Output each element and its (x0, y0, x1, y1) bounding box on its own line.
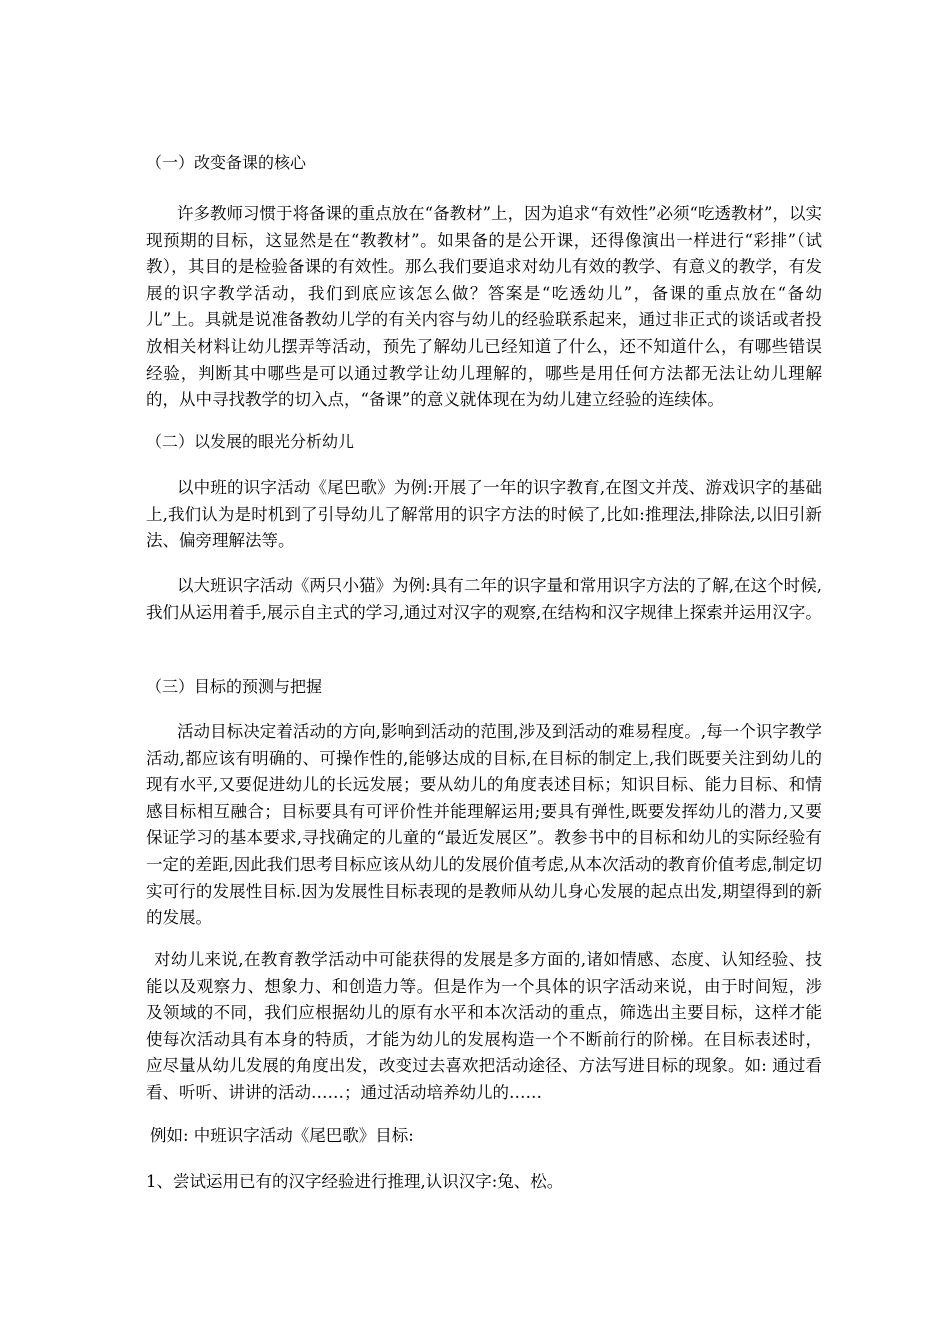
section-2-paragraph-1: 以中班的识字活动《尾巴歌》为例:开展了一年的识字教育,在图文并茂、游戏识字的基础上,我们认为是时机到了引导幼儿了解常用的识字方法的时候了,比如:推理法,排除法,以旧引新法、偏旁理解法等。 (146, 478, 822, 551)
example-intro: 例如: 中班识字活动《尾巴歌》目标: (150, 1126, 414, 1145)
section-3-paragraph-2: 对幼儿来说,在教育教学活动中可能获得的发展是多方面的,诸如情感、态度、认知经验、技能以及观察力、想象力、和创造力等。但是作为一个具体的识字活动来说，由于时间短，涉及领域的不同，我们应根据幼儿的原有水平和本次活动的重点，筛选出主要目标，这样才能使每次活动具有本身的特质，才能为幼儿的发展构造一个不断前行的阶梯。在目标表述时，应尽量从幼儿发展的角度出发，改变过去喜欢把活动途径、方法写进目标的现象。如: 通过看看、听听、讲讲的活动……；通过活动培养幼儿的…… (146, 950, 822, 1102)
section-heading-3: （三）目标的预测与把握 (146, 677, 323, 696)
example-item-1: 1、尝试运用已有的汉字经验进行推理,认识汉字:兔、松。 (146, 1172, 564, 1191)
section-1-paragraph-1: 许多教师习惯于将备课的重点放在“备教材”上，因为追求“有效性”必须“吃透教材”，以实现预期的目标，这显然是在“教教材”。如果备的是公开课，还得像演出一样进行“彩排”（试教），其目的是检验备课的有效性。那么我们要追求对幼儿有效的教学、有意义的教学，有发展的识字教学活动，我们到底应该怎么做？答案是“吃透幼儿”，备课的重点放在“备幼儿”上。具就是说准备教幼儿学的有关内容与幼儿的经验联系起来，通过非正式的谈话或者投放相关材料让幼儿摆弄等活动，预先了解幼儿已经知道了什么，还不知道什么，有哪些错误经验，判断其中哪些是可以通过教学让幼儿理解的，哪些是用任何方法都无法让幼儿理解的，从中寻找教学的切入点，“备课”的意义就体现在为幼儿建立经验的连续体。 (146, 204, 822, 410)
section-heading-2: （二）以发展的眼光分析幼儿 (146, 432, 355, 451)
section-3-paragraph-1: 活动目标决定着活动的方向,影响到活动的范围,涉及到活动的难易程度。,每一个识字教学活动,都应该有明确的、可操作性的,能够达成的目标,在目标的制定上,我们既要关注到幼儿的现有水平,又要促进幼儿的长远发展；要从幼儿的角度表述目标；知识目标、能力目标、和情感目标相互融合；目标要具有可评价性并能理解运用;要具有弹性,既要发挥幼儿的潜力,又要保证学习的基本要求,寻找确定的儿童的“最近发展区”。教参书中的目标和幼儿的实际经验有一定的差距,因此我们思考目标应该从幼儿的发展价值考虑,从本次活动的教育价值考虑,制定切实可行的发展性目标.因为发展性目标表现的是教师从幼儿身心发展的起点出发,期望得到的新的发展。 (146, 722, 822, 928)
section-heading-1: （一）改变备课的核心 (146, 153, 307, 172)
section-2-paragraph-2: 以大班识字活动《两只小猫》为例:具有二年的识字量和常用识字方法的了解,在这个时候,我们从运用着手,展示自主式的学习,通过对汉字的观察,在结构和汉字规律上探索并运用汉字。 (146, 576, 822, 622)
